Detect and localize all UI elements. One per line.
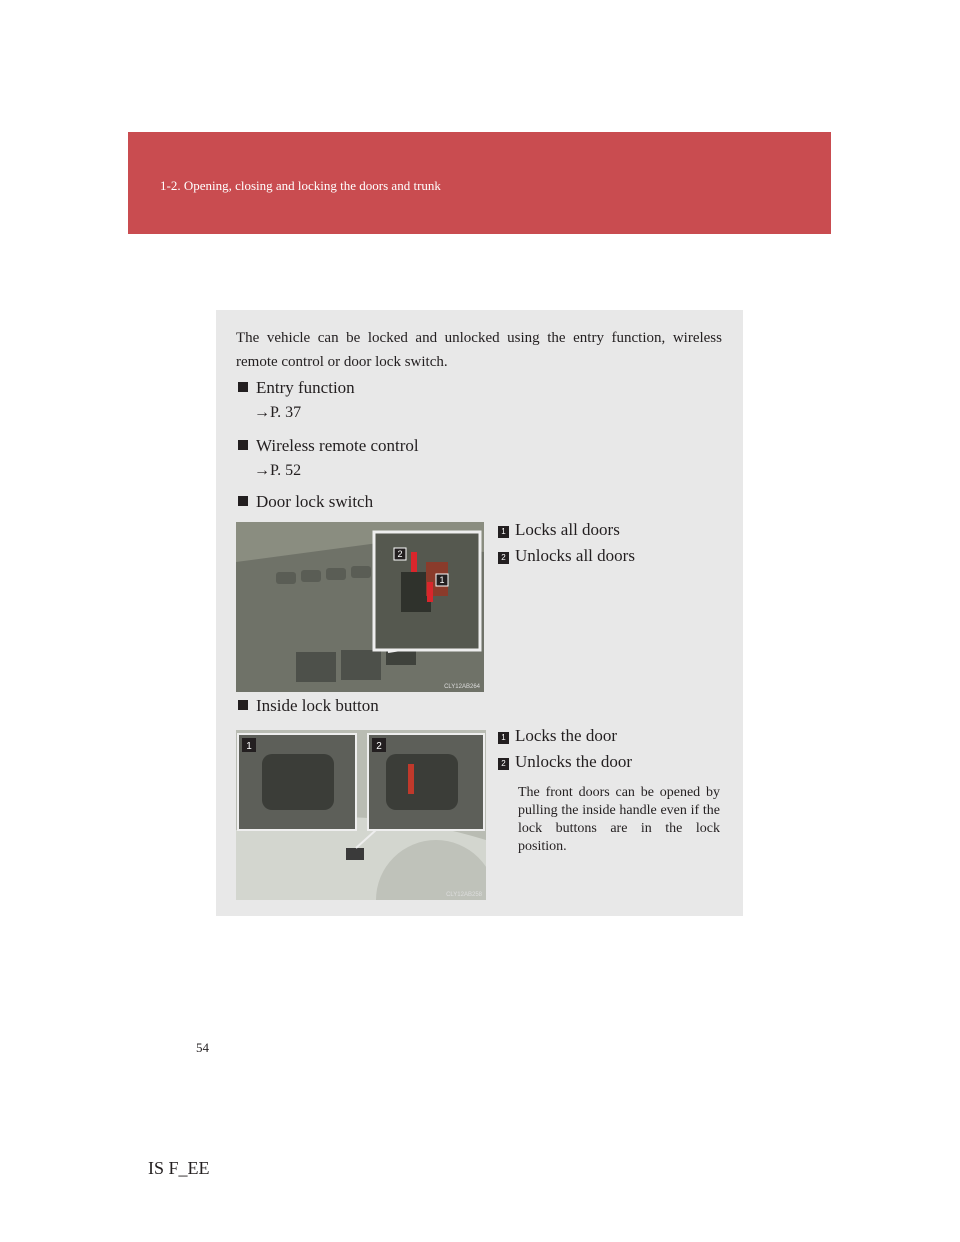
callout-unlocks-all [498,546,635,566]
callout-locks-door [498,726,617,746]
inside-lock-photo [236,730,486,900]
callout-text: Unlocks the door [515,752,633,771]
entry-function-ref: →P. 37 [254,404,302,421]
page-number: 54 [196,1040,209,1055]
entry-function-heading [238,378,355,398]
photo-code: CLY12AB264 [444,684,480,690]
callout-number: 2 [498,552,509,564]
content-panel [216,310,743,916]
inside-lock-title: Inside lock button [256,696,379,715]
callout-text: Locks all doors [515,520,620,539]
wireless-title: Wireless remote control [256,436,419,455]
callout-unlocks-door [498,752,632,772]
wireless-heading [238,436,419,456]
footer-code: IS F_EE [148,1158,210,1178]
svg-text:2: 2 [397,549,403,559]
intro-text: The vehicle can be locked and unlocked using the entry function, wireless remote control or door lock switch. [236,330,722,370]
section-title: 1-2. Opening, closing and locking the doors and trunk [160,178,441,193]
inside-lock-heading [238,696,379,716]
bullet-square-icon [238,700,248,710]
svg-text:1: 1 [246,741,252,752]
bullet-square-icon [238,440,248,450]
svg-text:1: 1 [439,575,445,585]
inside-lock-note: The front doors can be opened by pulling the inside handle even if the lock buttons are in the lock position. [518,785,720,854]
wireless-ref: →P. 52 [254,462,302,479]
door-lock-switch-heading [238,492,373,512]
section-header [128,132,831,234]
callout-text: Locks the door [515,726,617,745]
callout-number: 1 [498,526,509,538]
callout-number: 1 [498,732,509,744]
bullet-square-icon [238,382,248,392]
bullet-square-icon [238,496,248,506]
callout-number: 2 [498,758,509,770]
entry-function-title: Entry function [256,378,355,397]
photo-code: CLY12AB258 [446,892,482,898]
door-lock-switch-title: Door lock switch [256,492,374,511]
inside-handle-illustration [236,730,486,900]
callout-text: Unlocks all doors [515,546,635,565]
svg-text:2: 2 [376,741,382,752]
door-lock-switch-photo [236,522,484,692]
callout-locks-all [498,520,620,540]
door-panel-illustration [236,522,484,692]
